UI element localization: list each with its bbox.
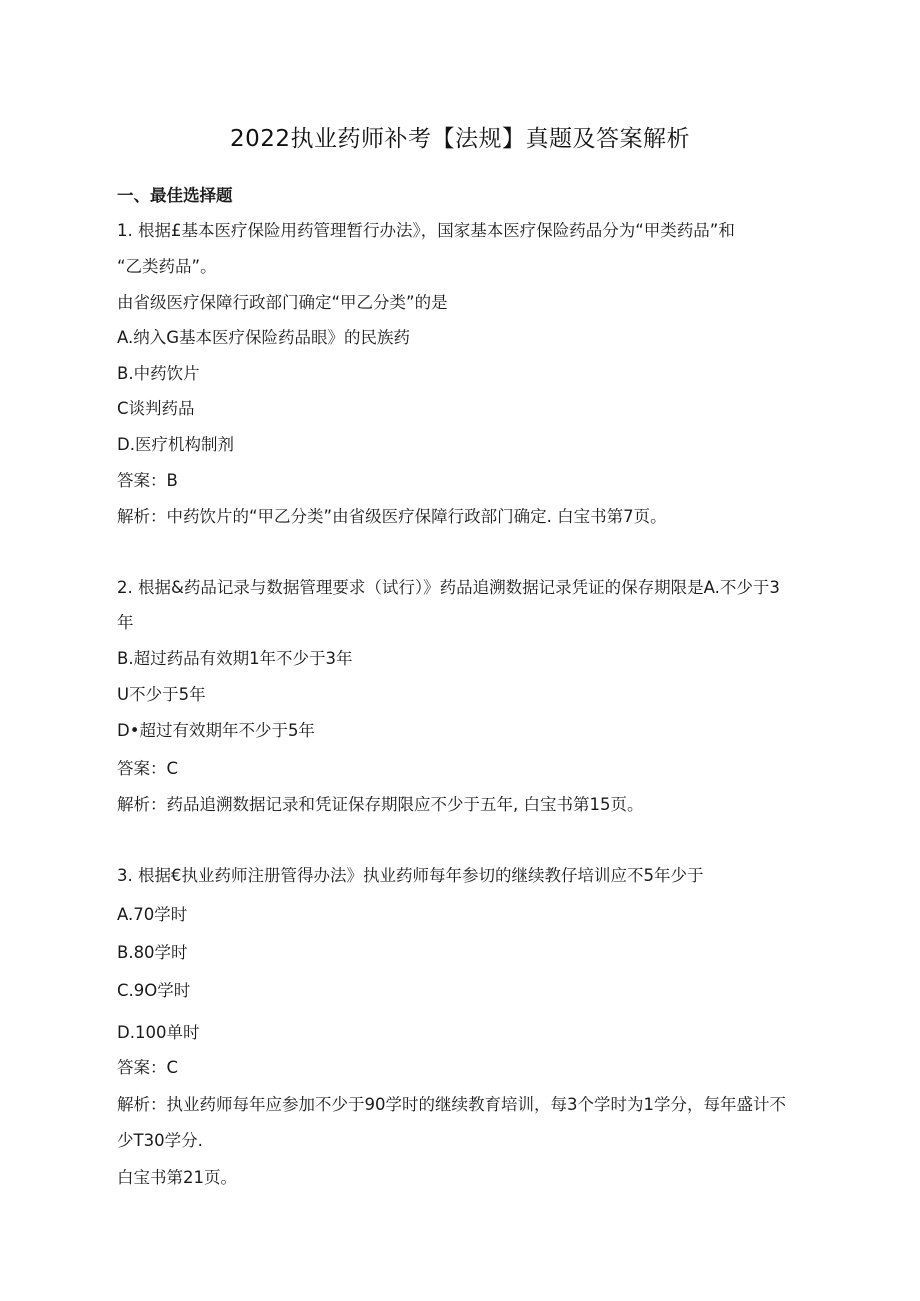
document-title: 2022执业药师补考【法规】真题及答案解析 [229, 126, 691, 152]
q1-option-d: D.医疗机构制剂 [117, 435, 234, 454]
q1-stem-line-3: 由省级医疗保障行政部门确定“甲乙分类”的是 [117, 293, 448, 312]
q3-option-b: B.80学时 [117, 943, 188, 962]
q1-stem-line-1: 1. 根据£基本医疗保险用药管理暂行办法》，国家基本医疗保险药品分为“甲类药品”和 [117, 221, 735, 240]
q3-option-c: C.9O学时 [117, 981, 191, 1000]
q2-option-b: B.超过药品有效期1年不少于3年 [117, 649, 353, 668]
q3-stem: 3. 根据€执业药师注册管得办法》执业药师每年参切的继续教仔培训应不5年少于 [117, 866, 704, 885]
q3-option-d: D.100单时 [117, 1023, 200, 1042]
section-heading: 一、最佳选择题 [117, 186, 233, 205]
q2-stem-line-1: 2. 根据&药品记录与数据管理要求（试行）》药品追溯数据记录凭证的保存期限是A.不少于3 [117, 578, 780, 597]
q3-explanation-line-3: 白宝书第21页。 [117, 1168, 237, 1187]
q3-explanation-line-2: 少T30学分. [117, 1131, 203, 1150]
q2-option-c: U不少于5年 [117, 685, 206, 704]
q1-answer: 答案：B [117, 471, 178, 490]
q1-option-c: C谈判药品 [117, 399, 195, 418]
q3-answer: 答案：C [117, 1058, 179, 1077]
q2-answer: 答案：C [117, 759, 179, 778]
q2-explanation: 解析：药品追溯数据记录和凭证保存期限应不少于五年, 白宝书第15页。 [117, 795, 644, 814]
q3-option-a: A.70学时 [117, 905, 188, 924]
q2-stem-line-2: 年 [117, 613, 134, 632]
q1-option-b: B.中药饮片 [117, 364, 200, 383]
q2-option-d: D•超过有效期年不少于5年 [117, 721, 315, 740]
q1-stem-line-2: “乙类药品”。 [117, 257, 217, 276]
q3-explanation-line-1: 解析：执业药师每年应参加不少于90学时的继续教育培训，每3个学时为1学分，每年盛计不 [117, 1095, 786, 1114]
q1-option-a: A.纳入G基本医疗保险药品眼》的民族药 [117, 328, 411, 347]
q1-explanation: 解析：中药饮片的“甲乙分类”由省级医疗保障行政部门确定. 白宝书第7页。 [117, 507, 667, 526]
